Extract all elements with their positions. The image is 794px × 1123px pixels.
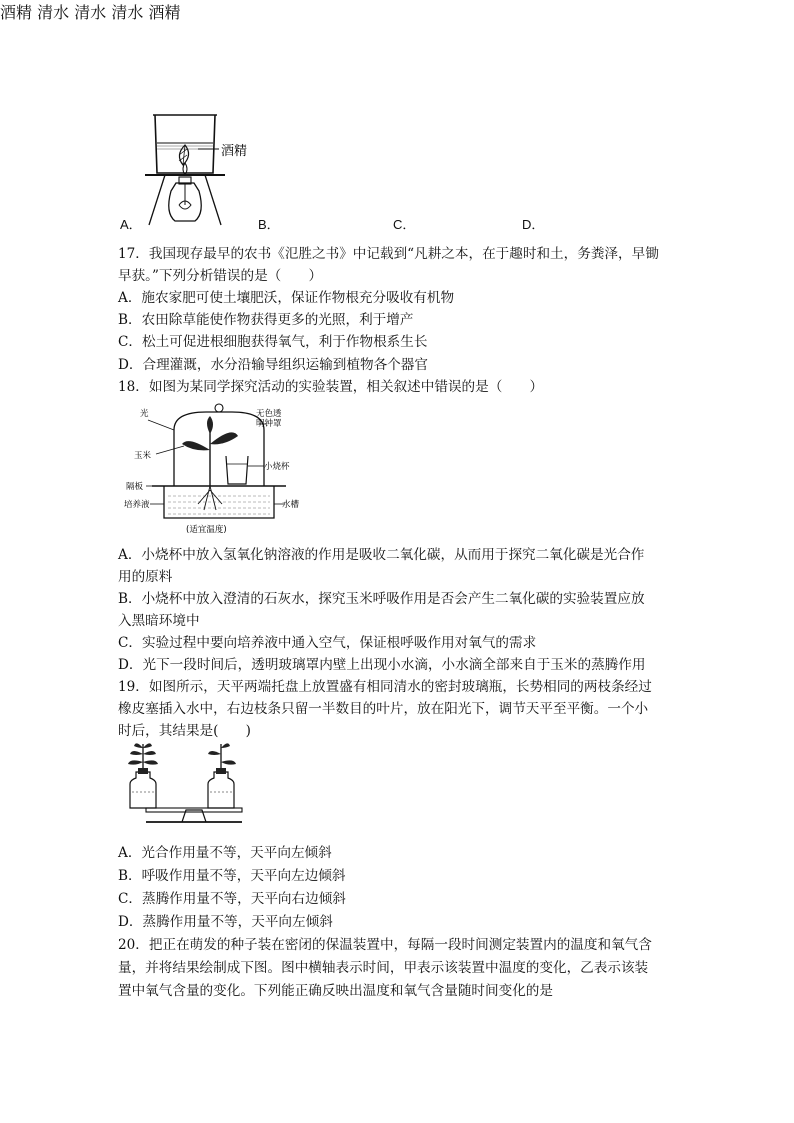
option-a-letter: A． — [120, 217, 142, 232]
label-light: 光 — [140, 409, 149, 419]
setup-a — [145, 115, 225, 225]
q19-option-c: C．蒸腾作用量不等，天平向右边倾斜 — [118, 891, 346, 907]
q19-balance-figure — [124, 740, 254, 830]
label-bell-jar-1: 无色透 — [256, 409, 282, 419]
q18-option-c: C．实验过程中要向培养液中通入空气，保证根呼吸作用对氧气的需求 — [118, 635, 537, 651]
label-small-beaker: 小烧杯 — [264, 462, 290, 472]
q17-option-a: A．施农家肥可使土壤肥沃，保证作物根充分吸收有机物 — [118, 290, 455, 306]
q19-stem-line3: 时后，其结果是( ) — [118, 723, 251, 739]
q17-option-b: B．农田除草能使作物获得更多的光照，利于增产 — [118, 312, 414, 328]
label-b-bottom: 清水 — [37, 3, 70, 22]
q19-option-d: D．蒸腾作用量不等，天平向左倾斜 — [118, 914, 333, 930]
label-culture: 培养液 — [124, 500, 150, 510]
label-temperature: (适宜温度) — [186, 525, 227, 535]
label-corn: 玉米 — [134, 451, 152, 461]
q16-figure — [0, 0, 794, 240]
q18-option-d: D．光下一段时间后，透明玻璃罩内壁上出现小水滴，小水滴全部来自于玉米的蒸腾作用 — [118, 657, 646, 673]
label-d-top: 清水 — [111, 3, 144, 22]
label-b-top: 酒精 — [0, 3, 33, 22]
q17-stem-line1: 17．我国现存最早的农书《氾胜之书》中记载到“凡耕之本，在于趣时和土，务粪泽，早锄 — [118, 246, 659, 262]
q17-option-c: C．松土可促进根细胞获得氧气，利于作物根系生长 — [118, 334, 428, 350]
q20-stem-line1: 20．把正在萌发的种子装在密闭的保温装置中，每隔一段时间测定装置内的温度和氧气含 — [118, 937, 652, 953]
q19-stem-line1: 19．如图所示，天平两端托盘上放置盛有相同清水的密封玻璃瓶，长势相同的两枝条经过 — [118, 679, 652, 695]
q19-stem-line2: 橡皮塞插入水中，右边枝条只留一半数目的叶片，放在阳光下，调节天平至平衡。一个小 — [118, 701, 649, 717]
q19-option-a: A．光合作用量不等，天平向左倾斜 — [118, 845, 332, 861]
q18-apparatus-figure — [124, 400, 300, 540]
q20-stem-line3: 置中氧气含量的变化。下列能正确反映出温度和氧气含量随时间变化的是 — [118, 983, 553, 999]
q18-option-b-line2: 入黑暗环境中 — [118, 613, 200, 629]
label-a: 酒精 — [221, 144, 248, 159]
q17-stem-line2: 早获。”下列分析错误的是（ ） — [118, 268, 323, 284]
label-water-tank: 水槽 — [282, 500, 300, 510]
label-d-bottom: 酒精 — [148, 3, 181, 22]
label-partition: 隔板 — [126, 482, 144, 492]
option-c-letter: C． — [393, 217, 416, 232]
q18-option-a-line2: 用的原料 — [118, 569, 173, 585]
label-bell-jar-2: 明钟罩 — [256, 419, 282, 429]
q18-option-b-line1: B．小烧杯中放入澄清的石灰水，探究玉米呼吸作用是否会产生二氧化碳的实验装置应放 — [118, 591, 645, 607]
q17-option-d: D．合理灌溉，水分沿输导组织运输到植物各个器官 — [118, 357, 428, 373]
option-b-letter: B． — [258, 217, 280, 232]
q18-option-a-line1: A．小烧杯中放入氢氧化钠溶液的作用是吸收二氧化碳，从而用于探究二氧化碳是光合作 — [118, 547, 645, 563]
label-c: 清水 — [74, 3, 107, 22]
q19-option-b: B．呼吸作用量不等，天平向左边倾斜 — [118, 868, 346, 884]
q20-stem-line2: 量，并将结果绘制成下图。图中横轴表示时间，甲表示该装置中温度的变化，乙表示该装 — [118, 960, 649, 976]
option-d-letter: D． — [522, 217, 545, 232]
q18-stem: 18．如图为某同学探究活动的实验装置，相关叙述中错误的是（ ） — [118, 379, 544, 395]
